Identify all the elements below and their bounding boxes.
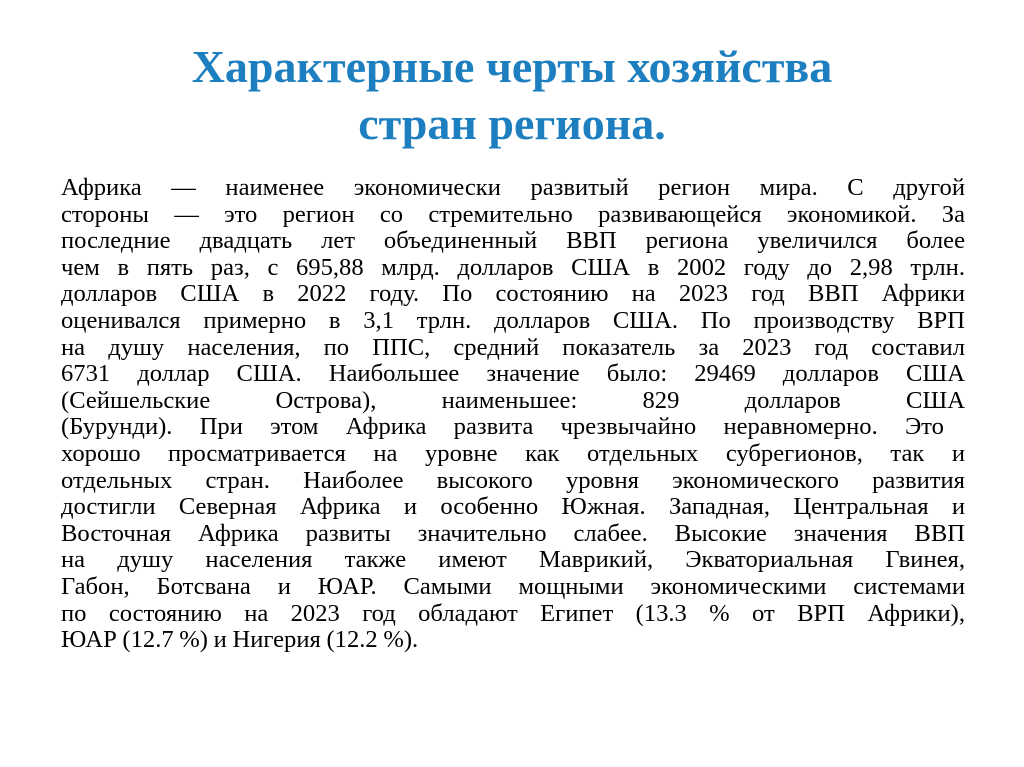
- body-line: на душу населения также имеют Маврикий, Экваториальная Гвинея,: [61, 546, 965, 574]
- body-line: достигли Северная Африка и особенно Южная. Западная, Центральная и: [61, 493, 965, 521]
- slide-title-line-2: стран региона.: [358, 98, 666, 149]
- body-line: (Бурунди). При этом Африка развита чрезвычайно неравномерно. Это: [61, 413, 944, 441]
- body-line: хорошо просматривается на уровне как отдельных субрегионов, так и: [61, 439, 965, 467]
- slide-title: [60, 38, 964, 152]
- body-line: долларов США в 2022 году. По состоянию на 2023 год ВВП Африки: [61, 280, 965, 308]
- body-line: 6731 доллар США. Наибольшее значение было: 29469 долларов США: [61, 360, 965, 388]
- body-line: Восточная Африка развиты значительно слабее. Высокие значения ВВП: [61, 519, 965, 547]
- body-line: оценивался примерно в 3,1 трлн. долларов США. По производству ВРП: [61, 306, 965, 334]
- body-line: Африка — наименее экономически развитый регион мира. С другой: [61, 174, 965, 201]
- body-line: по состоянию на 2023 год обладают Египет (13.3 % от ВРП Африки),: [61, 599, 965, 627]
- body-line: на душу населения, по ППС, средний показатель за 2023 год составил: [61, 333, 965, 361]
- body-line: отдельных стран. Наиболее высокого уровня экономического развития: [61, 466, 965, 494]
- body-line: стороны — это регион со стремительно развивающейся экономикой. За: [61, 200, 965, 228]
- body-line: последние двадцать лет объединенный ВВП региона увеличился более: [61, 227, 965, 255]
- slide-title-line-1: Характерные черты хозяйства: [191, 41, 833, 92]
- body-line: Габон, Ботсвана и ЮАР. Самыми мощными экономическими системами: [61, 572, 965, 600]
- body-line: ЮАР (12.7 %) и Нигерия (12.2 %).: [61, 626, 419, 654]
- slide-body-text: [61, 175, 965, 654]
- body-line: чем в пять раз, с 695,88 млрд. долларов США в 2002 году до 2,98 трлн.: [61, 253, 965, 281]
- body-line: (Сейшельские Острова), наименьшее: 829 долларов США: [61, 386, 965, 414]
